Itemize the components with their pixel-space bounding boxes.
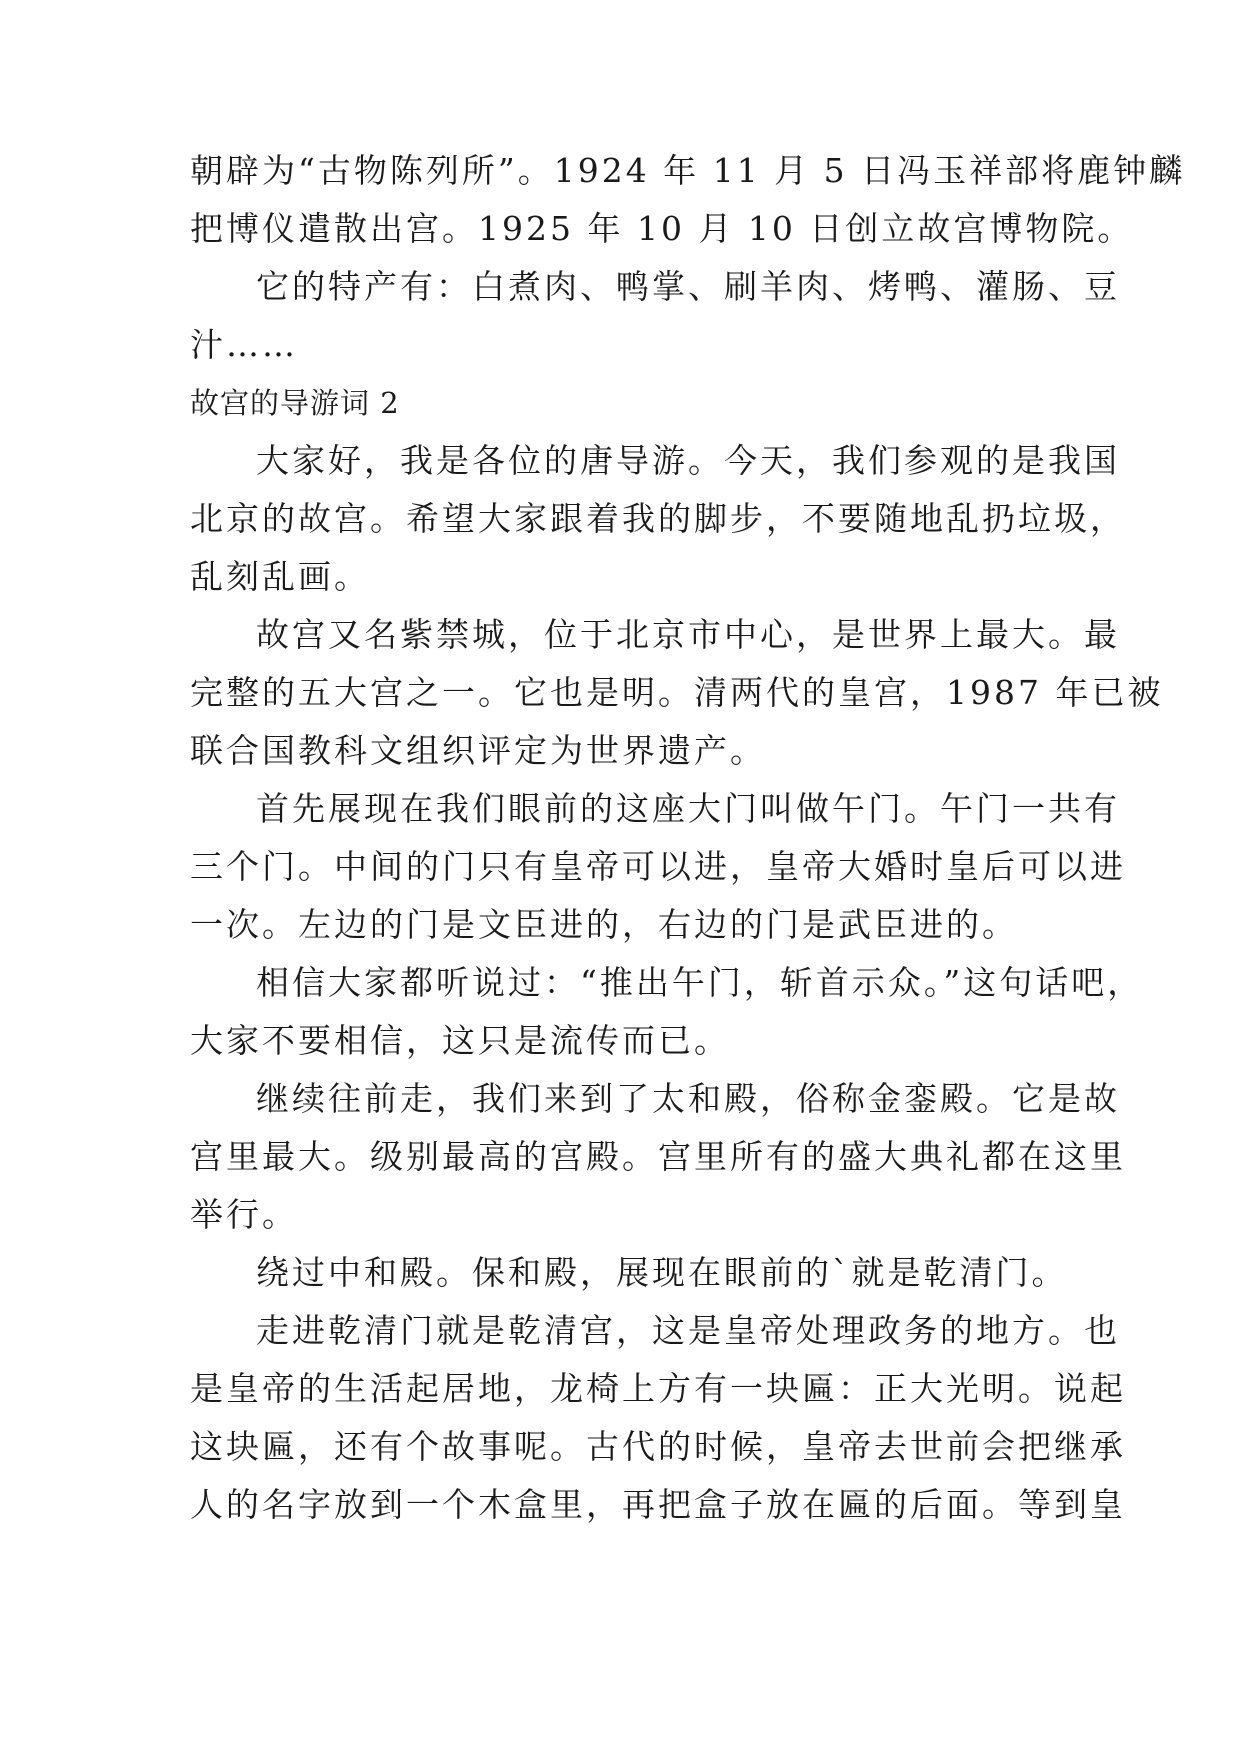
text-line: 乱刻乱画。 xyxy=(190,557,370,596)
text-line: 宫里最大。级别最高的宫殿。宫里所有的盛大典礼都在这里 xyxy=(190,1137,1126,1176)
paragraph-start-line: 故宫又名紫禁城，位于北京市中心，是世界上最大。最 xyxy=(256,615,1120,654)
text-line: 联合国教科文组织评定为世界遗产。 xyxy=(190,731,766,770)
text-line: 一次。左边的门是文臣进的，右边的门是武臣进的。 xyxy=(190,905,1018,944)
paragraph-start-line: 首先展现在我们眼前的这座大门叫做午门。午门一共有 xyxy=(256,789,1120,828)
paragraph-start-line: 大家好，我是各位的唐导游。今天，我们参观的是我国 xyxy=(256,441,1120,480)
text-line: 人的名字放到一个木盒里，再把盒子放在匾的后面。等到皇 xyxy=(190,1485,1126,1524)
section-heading: 故宫的导游词 2 xyxy=(190,386,400,420)
text-line: 三个门。中间的门只有皇帝可以进，皇帝大婚时皇后可以进 xyxy=(190,847,1126,886)
text-line: 这块匾，还有个故事呢。古代的时候，皇帝去世前会把继承 xyxy=(190,1427,1126,1466)
paragraph-start-line: 走进乾清门就是乾清宫，这是皇帝处理政务的地方。也 xyxy=(256,1311,1120,1350)
paragraph-start-line: 绕过中和殿。保和殿，展现在眼前的`就是乾清门。 xyxy=(256,1253,1068,1292)
text-line: 大家不要相信，这只是流传而已。 xyxy=(190,1021,730,1060)
paragraph-start-line: 继续往前走，我们来到了太和殿，俗称金銮殿。它是故 xyxy=(256,1079,1120,1118)
paragraph-start-line: 它的特产有：白煮肉、鸭掌、刷羊肉、烤鸭、灌肠、豆 xyxy=(256,267,1120,306)
text-line: 举行。 xyxy=(190,1195,298,1234)
text-line: 是皇帝的生活起居地，龙椅上方有一块匾：正大光明。说起 xyxy=(190,1369,1126,1408)
paragraph-start-line: 相信大家都听说过：“推出午门，斩首示众。”这句话吧， xyxy=(256,963,1144,1002)
text-line: 汁…… xyxy=(190,325,298,364)
text-line: 北京的故宫。希望大家跟着我的脚步，不要随地乱扔垃圾， xyxy=(190,499,1126,538)
text-line: 把博仪遣散出宫。1925 年 10 月 10 日创立故宫博物院。 xyxy=(190,209,1134,248)
text-line: 朝辟为“古物陈列所”。1924 年 11 月 5 日冯玉祥部将鹿钟麟 xyxy=(190,151,1186,190)
text-line: 完整的五大宫之一。它也是明。清两代的皇宫，1987 年已被 xyxy=(190,673,1164,712)
